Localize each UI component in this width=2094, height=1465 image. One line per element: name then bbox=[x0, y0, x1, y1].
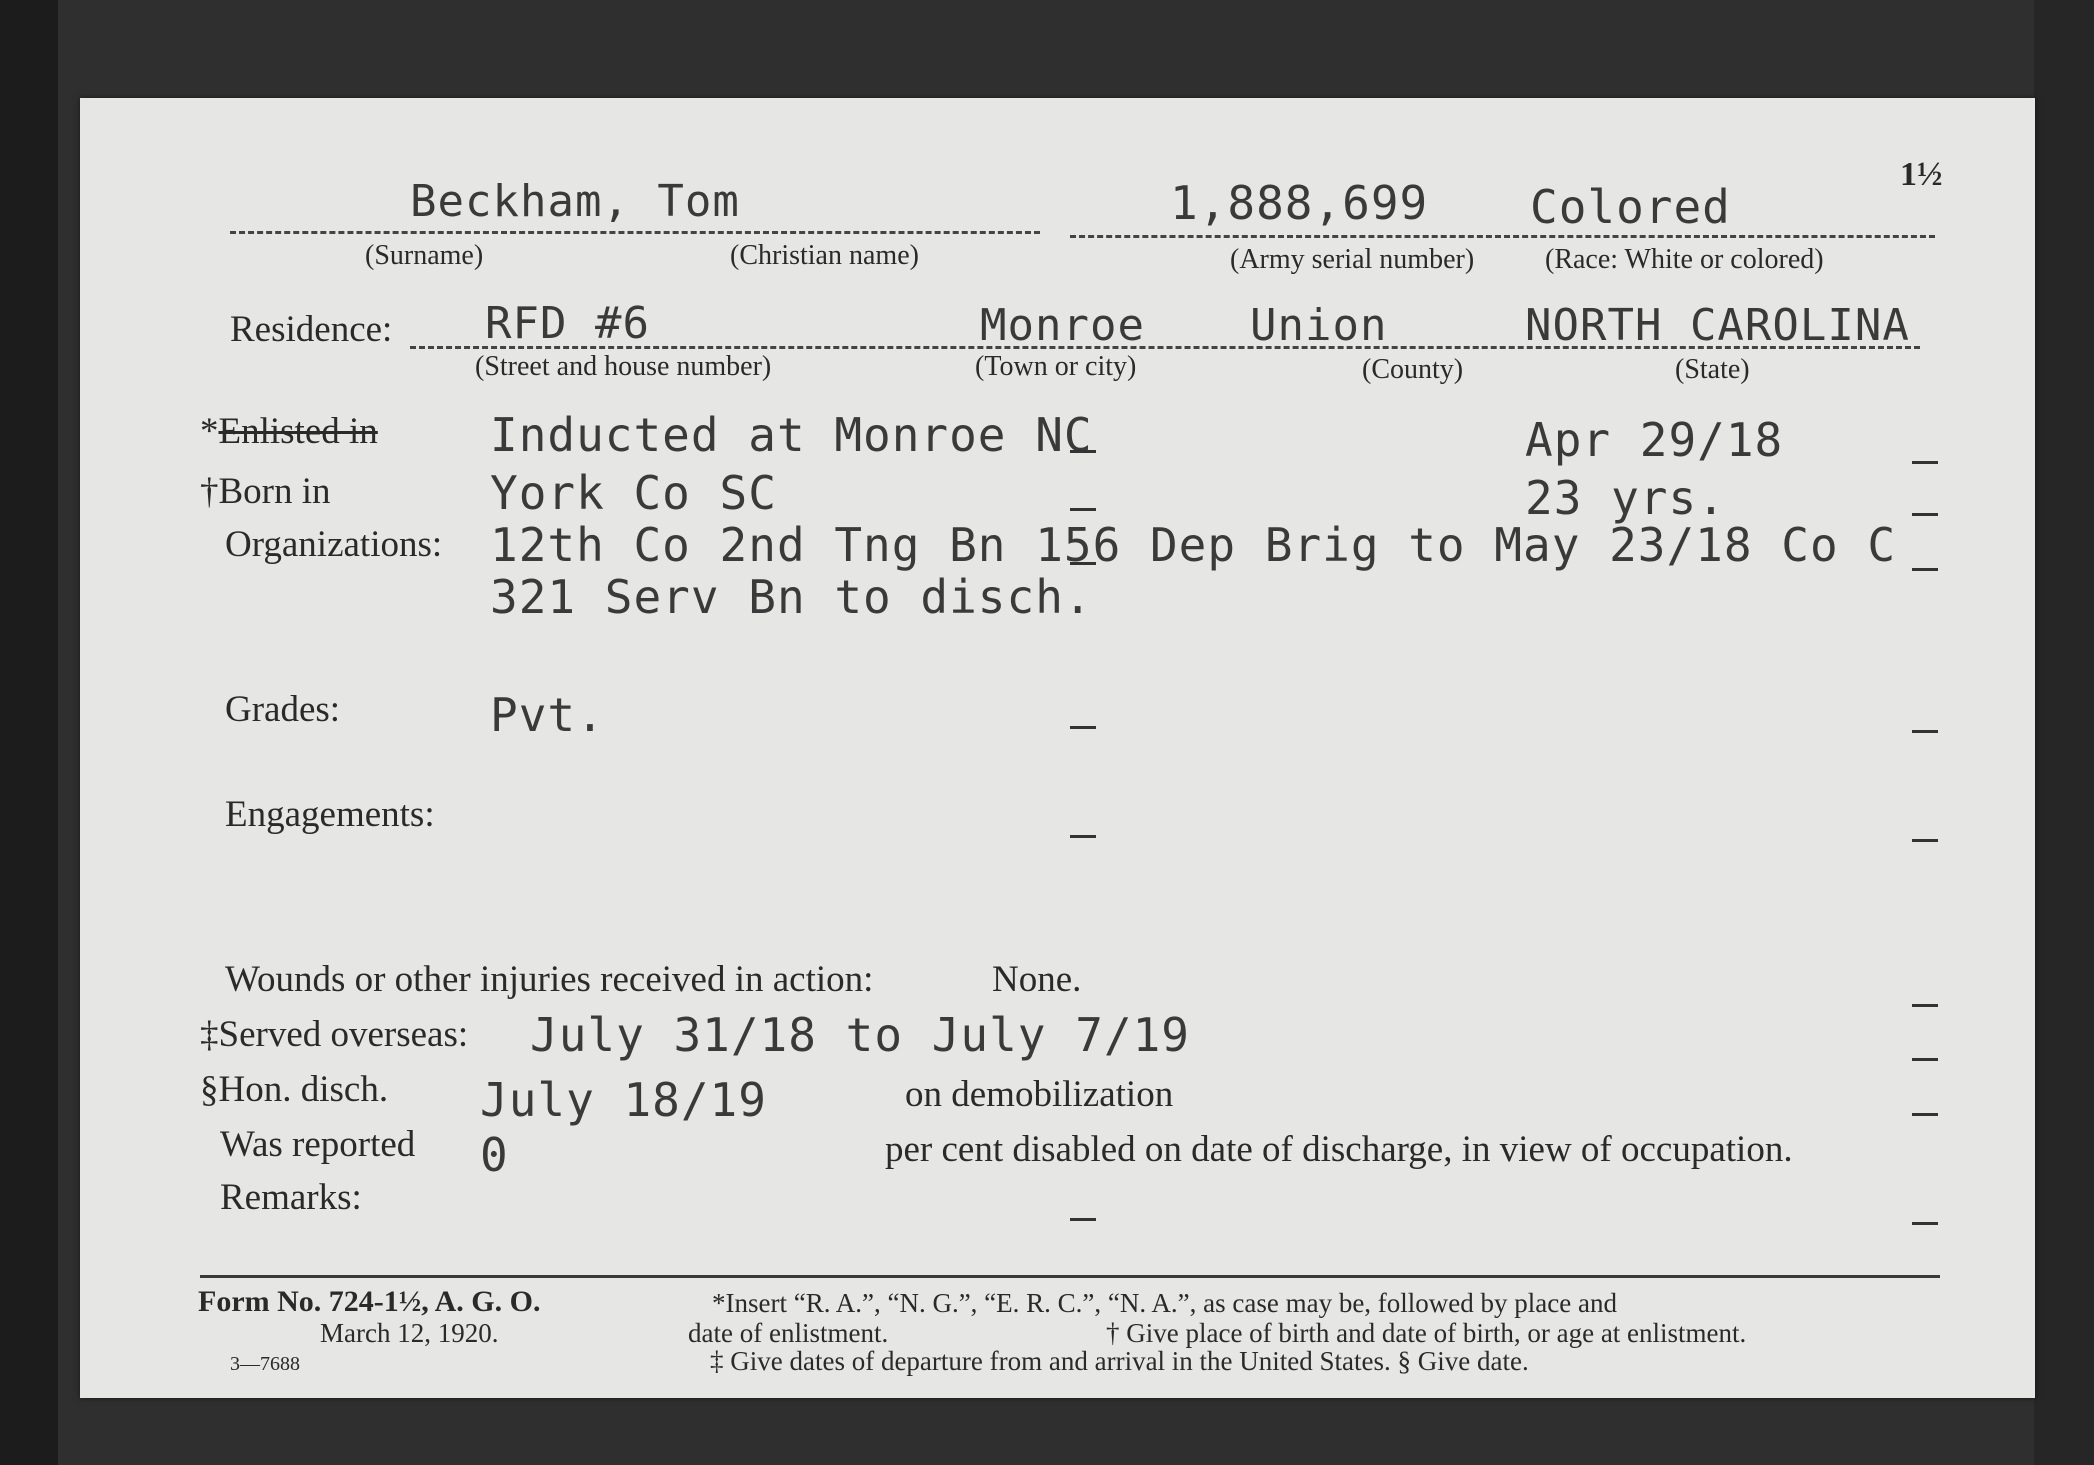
serial-value: 1,888,699 bbox=[1170, 176, 1429, 230]
footnote-overseas: ‡ Give dates of departure from and arrival in the United States. § Give date. bbox=[710, 1346, 1529, 1376]
residence-street: RFD #6 bbox=[485, 298, 650, 349]
mid-dash bbox=[1070, 450, 1096, 453]
enlisted-date: Apr 29/18 bbox=[1525, 413, 1784, 467]
wounds-label: Wounds or other injuries received in action: bbox=[225, 959, 874, 1000]
organizations-line1: 12th Co 2nd Tng Bn 156 Dep Brig to May 23/18 Co C bbox=[490, 518, 1897, 572]
enlisted-label-mark: * bbox=[200, 411, 219, 452]
discharge-value: July 18/19 bbox=[480, 1073, 767, 1127]
grades-value: Pvt. bbox=[490, 688, 605, 742]
state-caption: (State) bbox=[1675, 354, 1750, 385]
wounds-value: None. bbox=[992, 959, 1082, 1000]
discharge-label bbox=[200, 1068, 388, 1111]
born-label-mark: † bbox=[200, 471, 219, 512]
county-caption: (County) bbox=[1362, 354, 1464, 385]
footnote-insert-cont: date of enlistment. bbox=[688, 1318, 889, 1348]
born-age: 23 yrs. bbox=[1525, 471, 1726, 525]
christian-caption: (Christian name) bbox=[730, 240, 919, 271]
reported-value: 0 bbox=[480, 1128, 509, 1182]
residence-county: Union bbox=[1250, 300, 1388, 351]
discharge-suffix: on demobilization bbox=[905, 1074, 1174, 1115]
residence-state: NORTH CAROLINA bbox=[1525, 300, 1910, 351]
residence-label: Residence: bbox=[230, 309, 393, 350]
residence-town: Monroe bbox=[980, 300, 1145, 351]
right-dash bbox=[1912, 839, 1938, 842]
race-value: Colored bbox=[1530, 180, 1731, 234]
town-caption: (Town or city) bbox=[975, 351, 1137, 382]
service-record-card bbox=[80, 98, 2035, 1398]
overseas-label-mark: ‡ bbox=[200, 1014, 219, 1055]
surname-value: Beckham, Tom bbox=[410, 176, 740, 227]
right-dash bbox=[1912, 568, 1938, 571]
overseas-value: July 31/18 to July 7/19 bbox=[530, 1008, 1190, 1062]
right-dash bbox=[1912, 461, 1938, 464]
form-number: Form No. 724-1½, A. G. O. bbox=[198, 1285, 541, 1318]
right-dash bbox=[1912, 1222, 1938, 1225]
engagements-label: Engagements: bbox=[225, 794, 435, 835]
right-dash bbox=[1912, 513, 1938, 516]
overseas-label bbox=[200, 1013, 468, 1056]
mid-dash bbox=[1070, 1218, 1096, 1221]
discharge-label-mark: § bbox=[200, 1069, 219, 1110]
organizations-line2: 321 Serv Bn to disch. bbox=[490, 570, 1093, 624]
remarks-label: Remarks: bbox=[220, 1177, 362, 1218]
serial-caption: (Army serial number) bbox=[1230, 244, 1475, 275]
scan-left-edge bbox=[0, 0, 58, 1465]
mid-dash bbox=[1070, 562, 1096, 565]
residence-underline bbox=[410, 346, 1920, 349]
footnote-birth: † Give place of birth and date of birth, or age at enlistment. bbox=[1106, 1318, 1747, 1348]
born-label-text: Born in bbox=[218, 471, 331, 512]
reported-label: Was reported bbox=[220, 1124, 416, 1165]
print-code: 3—7688 bbox=[230, 1353, 300, 1375]
scan-right-edge bbox=[2034, 0, 2094, 1465]
race-caption: (Race: White or colored) bbox=[1545, 244, 1824, 275]
enlisted-value: Inducted at Monroe NC bbox=[490, 408, 1093, 462]
right-dash bbox=[1912, 1004, 1938, 1007]
right-dash bbox=[1912, 1113, 1938, 1116]
reported-suffix: per cent disabled on date of discharge, in view of occupation. bbox=[885, 1129, 1793, 1170]
mid-dash bbox=[1070, 508, 1096, 511]
corner-mark: 1½ bbox=[1900, 156, 1943, 193]
overseas-label-text: Served overseas: bbox=[218, 1014, 469, 1055]
mid-dash bbox=[1070, 835, 1096, 838]
right-dash bbox=[1912, 730, 1938, 733]
discharge-label-text: Hon. disch. bbox=[218, 1069, 389, 1110]
surname-caption: (Surname) bbox=[365, 240, 484, 271]
organizations-label: Organizations: bbox=[225, 524, 443, 565]
enlisted-label bbox=[200, 410, 378, 453]
grades-label: Grades: bbox=[225, 689, 341, 730]
footer-rule bbox=[200, 1275, 1940, 1278]
name-underline bbox=[230, 231, 1040, 234]
mid-dash bbox=[1070, 726, 1096, 729]
street-caption: (Street and house number) bbox=[475, 351, 772, 382]
born-value: York Co SC bbox=[490, 466, 777, 520]
right-dash bbox=[1912, 1058, 1938, 1061]
form-date: March 12, 1920. bbox=[320, 1318, 499, 1348]
serial-race-underline bbox=[1070, 235, 1935, 238]
born-label bbox=[200, 470, 331, 513]
footnote-insert: *Insert “R. A.”, “N. G.”, “E. R. C.”, “N. A.”, as case may be, followed by place and bbox=[712, 1288, 1617, 1318]
enlisted-label-text: Enlisted in bbox=[218, 411, 378, 452]
